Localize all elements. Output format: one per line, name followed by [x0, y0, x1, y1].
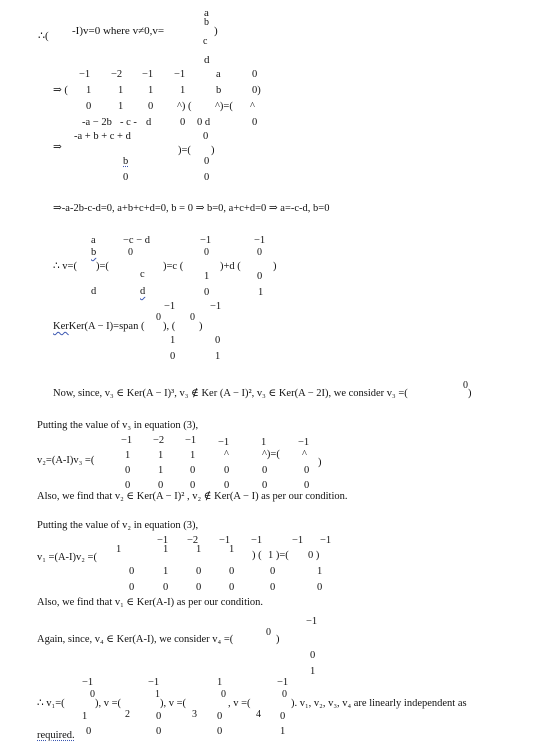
vector-entry: d: [91, 286, 97, 297]
plus-d: )+d (: [220, 261, 241, 272]
matrix-cell: 0: [125, 465, 131, 476]
vector-entry: b: [204, 17, 209, 28]
matrix-cell: d: [146, 117, 152, 128]
matrix-cell: 0: [125, 480, 131, 491]
equation-lhs: v₁ =(A-I)v₂ =(: [37, 552, 97, 563]
matrix-cell: 0: [129, 566, 135, 577]
vector-entry: −1: [254, 235, 266, 246]
matrix-cell: 1: [116, 544, 122, 555]
matrix-cell: −1: [121, 435, 133, 446]
v-separator-text: ), v =(: [160, 698, 187, 709]
matrix-cell: 1: [317, 566, 323, 577]
implies-arrow: ⇒: [53, 142, 62, 153]
matrix-cell: - c -: [120, 117, 137, 128]
vector-entry: 1: [155, 689, 160, 700]
required-word: required.: [37, 730, 75, 741]
matrix-cell: 0: [123, 172, 129, 183]
vector-entry: 0: [257, 271, 263, 282]
matrix-cell: −1: [79, 69, 91, 80]
vector-entry: 1: [215, 351, 221, 362]
matrix-cell: 0: [252, 117, 258, 128]
vector-entry: 0: [86, 726, 92, 737]
matrix-cell: 1: [261, 437, 267, 448]
matrix-cell: 0: [270, 566, 276, 577]
vector-entry: 0: [280, 711, 286, 722]
vector-entry: 1: [310, 666, 316, 677]
equation-text: -I)v=0 where v≠0,v=: [72, 25, 165, 37]
vector-entry: a: [204, 7, 209, 19]
matrix-cell: −1: [174, 69, 186, 80]
vector-entry: d: [140, 286, 146, 297]
vector-entry: 0: [204, 247, 209, 258]
matrix-cell: 0: [304, 465, 310, 476]
rhs-bracket: ): [211, 145, 215, 156]
vector-entry: 1: [170, 335, 176, 346]
matrix-cell: 0): [252, 85, 261, 96]
span-close: ): [199, 321, 203, 332]
matrix-cell: −1: [157, 535, 169, 546]
matrix-cell: 0: [229, 566, 235, 577]
vector-entry: 0: [156, 711, 162, 722]
vector-entry: 1: [204, 271, 210, 282]
matrix-cell: 0 d: [197, 117, 211, 128]
matrix-cell: 0: [252, 69, 258, 80]
vector-entry: 0: [310, 650, 316, 661]
matrix-cell: ^: [302, 449, 307, 460]
vector-entry: −c − d: [123, 235, 151, 246]
vector-entry: 0: [215, 335, 221, 346]
matrix-cell: −2: [111, 69, 123, 80]
matrix-cell: 1: [163, 566, 169, 577]
equals-c: )=c (: [163, 261, 184, 272]
matrix-cell: −2: [153, 435, 165, 446]
matrix-cell: −1: [298, 437, 310, 448]
v-separator: [95, 699, 121, 710]
vector-entry: −1: [82, 677, 94, 688]
matrix-cell: 1: [148, 85, 154, 96]
matrix-cell: b: [123, 156, 129, 167]
vector-entry: 0: [204, 287, 210, 298]
matrix-cell: 0: [158, 480, 164, 491]
matrix-cell: 0: [304, 480, 310, 491]
vector-entry: c: [203, 36, 208, 47]
vector-entry: a: [91, 235, 96, 246]
vector-entry: −1: [210, 301, 222, 312]
matrix-cell: ^: [250, 101, 255, 112]
matrix-cell: −1: [251, 535, 263, 546]
vector-entry: −1: [306, 616, 318, 627]
rhs-entry: 0: [203, 131, 209, 142]
matrix-cell: 1: [158, 450, 164, 461]
matrix-cell: 0: [262, 465, 268, 476]
matrix-cell: 1: [118, 101, 124, 112]
matrix-cell: b: [216, 85, 222, 96]
matrix-cell: 1: [158, 465, 164, 476]
matrix-cell: 0: [129, 582, 135, 593]
subscript: 2: [125, 709, 130, 720]
matrix-cell: 0: [224, 465, 230, 476]
also-line-v1: Also, we find that v₁ ∈ Ker(A-I) as per our condition.: [37, 597, 264, 608]
v-separator: [160, 699, 186, 710]
matrix-cell: 0: [86, 101, 92, 112]
statement-v3: Now, since, v₃ ∈ Ker(A − I)³, v₃ ∉ Ker (A − I)², v₃ ∈ Ker(A − 2I), we consider v₃ =(: [53, 388, 408, 399]
independence-tail: ). v₁, v₂, v₃, v₄ are linearly independent as: [291, 698, 467, 709]
vector-entry: 0: [217, 711, 223, 722]
vector-entry: 0: [266, 627, 271, 638]
statement-v4: Again, since, v₄ ∈ Ker(A-I), we consider v₄ =(: [37, 634, 234, 645]
matrix-cell: 0: [317, 582, 323, 593]
putting-line: Putting the value of v₂ in equation (3),: [37, 520, 199, 531]
also-line-v2: Also, we find that v₂ ∈ Ker(A − I)² , v₂ ∉ Ker(A − I) as per our condition.: [37, 491, 348, 502]
vector-entry: 1: [217, 677, 223, 688]
vector-entry: −1: [164, 301, 176, 312]
vector-entry: c: [140, 269, 145, 280]
matrix-cell: −1: [219, 535, 231, 546]
matrix-cell: 1: [196, 544, 202, 555]
matrix-cell: 1: [190, 450, 196, 461]
v-separator-text: ), v =(: [95, 698, 122, 709]
equation-lhs: v₂=(A-I)v₃ =(: [37, 455, 95, 466]
vector-entry: 0: [170, 351, 176, 362]
matrix-cell: 0: [190, 465, 196, 476]
matrix-cell: 0 ): [308, 550, 320, 561]
matrix-cell: 0: [163, 582, 169, 593]
matrix-cell: 0: [148, 101, 154, 112]
vector-close: ): [468, 388, 472, 399]
matrix-cell: 0: [229, 582, 235, 593]
matrix-cell: 0: [270, 582, 276, 593]
matrix-cell: ^: [224, 449, 229, 460]
matrix-cell: a: [216, 69, 221, 80]
matrix-cell: 1: [118, 85, 124, 96]
matrix-cell: 0: [196, 566, 202, 577]
matrix-cell: −1: [218, 437, 230, 448]
vector-entry: 0: [156, 312, 161, 323]
matrix-cell: −1: [320, 535, 332, 546]
therefore-v: ∴ v=(: [53, 261, 77, 272]
matrix-cell: 0: [224, 480, 230, 491]
matrix-cell: ^)=(: [262, 449, 280, 460]
matrix-cell: ) (: [252, 550, 262, 561]
vector-entry: b: [91, 247, 97, 258]
matrix-cell: −2: [187, 535, 199, 546]
subscript: 3: [192, 709, 197, 720]
vector-entry: 1: [82, 711, 88, 722]
kernel-label-text: Ker(A − I)=span (: [68, 321, 145, 332]
matrix-cell: -a − 2b: [82, 117, 112, 128]
vector-entry: 1: [280, 726, 286, 737]
matrix-cell: −1: [185, 435, 197, 446]
v-separator-text: , v =(: [228, 698, 251, 709]
rhs-bracket: )=(: [178, 145, 191, 156]
matrix-cell: ^)=(: [215, 101, 233, 112]
matrix-cell: −1: [292, 535, 304, 546]
rhs-entry: 0: [204, 156, 210, 167]
vector-entry: 0: [221, 689, 226, 700]
vector-entry: 0: [190, 312, 195, 323]
putting-line: Putting the value of v₃ in equation (3),: [37, 420, 199, 431]
vector-close: ): [276, 634, 280, 645]
subscript: 4: [256, 709, 261, 720]
matrix-cell: 0: [196, 582, 202, 593]
vector-close: ): [273, 261, 277, 272]
implication-line: ⇒-a-2b-c-d=0, a+b+c+d=0, b = 0 ⇒ b=0, a+c+d=0 ⇒ a=-c-d, b=0: [53, 203, 330, 214]
vector-entry: 1: [258, 287, 264, 298]
matrix-cell: 0: [262, 480, 268, 491]
vector-entry: 0: [282, 689, 287, 700]
vector-close: ): [318, 457, 322, 468]
matrix-cell: 1 )=(: [268, 550, 289, 561]
span-sep: ), (: [163, 321, 176, 332]
kernel-label: KerKer(A − I)=span (: [53, 321, 145, 332]
vector-entry: 0: [217, 726, 223, 737]
matrix-row: -a + b + c + d: [74, 131, 131, 142]
implies-arrow: ⇒ (: [53, 85, 68, 96]
vector-close: ): [214, 25, 218, 37]
vector-entry: −1: [148, 677, 160, 688]
therefore-symbol: ∴(: [38, 30, 49, 42]
v-separator: [228, 699, 251, 710]
matrix-cell: −1: [142, 69, 154, 80]
vector-entry: −1: [277, 677, 289, 688]
matrix-cell: 1: [163, 544, 169, 555]
matrix-cell: 1: [86, 85, 92, 96]
vector-entry: −1: [200, 235, 212, 246]
equals-bracket: )=(: [96, 261, 109, 272]
vector-entry: 0: [463, 380, 468, 391]
vector-entry: 0: [257, 247, 262, 258]
vector-entry: d: [204, 54, 210, 66]
matrix-cell: 0: [190, 480, 196, 491]
matrix-cell: 1: [125, 450, 131, 461]
rhs-entry: 0: [204, 172, 210, 183]
matrix-cell: 1: [229, 544, 235, 555]
therefore-v1: ∴ v₁=(: [37, 698, 65, 709]
matrix-cell: ^) (: [177, 101, 192, 112]
vector-entry: 0: [128, 247, 133, 258]
matrix-cell: 0: [180, 117, 186, 128]
matrix-cell: 1: [180, 85, 186, 96]
vector-entry: 0: [90, 689, 95, 700]
vector-entry: 0: [156, 726, 162, 737]
